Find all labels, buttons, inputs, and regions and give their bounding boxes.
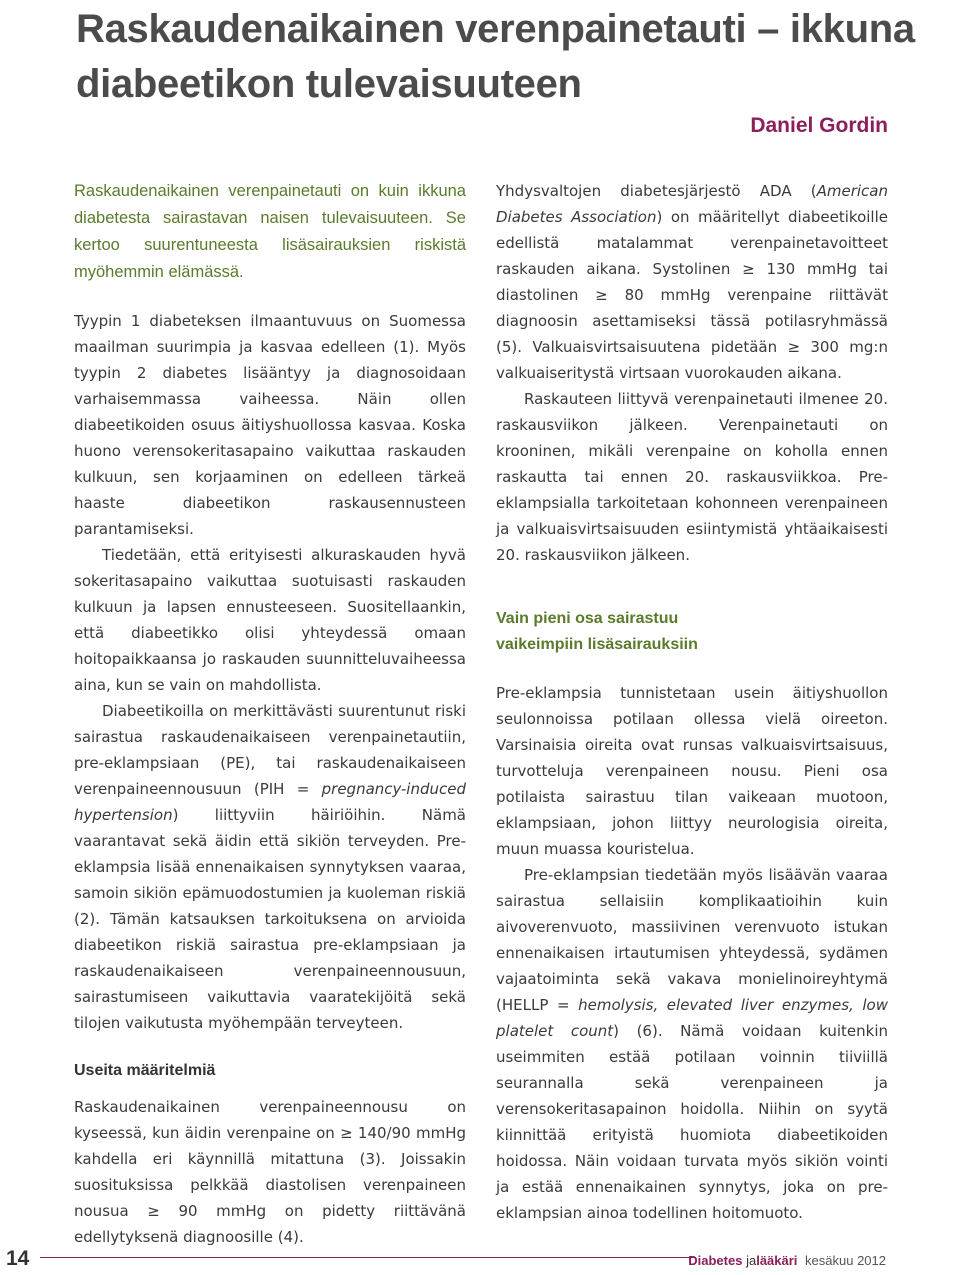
emphasis: hemolysis, elevated liver enzymes, low platelet count: [496, 996, 888, 1040]
left-column: [74, 178, 466, 1250]
section-heading: Useita määritelmiä: [74, 1062, 216, 1079]
paragraph: Tyypin 1 diabeteksen ilmaantuvuus on Suomessa maailman suurimpia ja kasvaa edelleen (1). Myös tyypin 2 diabetes lisääntyy ja diagnosoidaan varhaisemmassa vaiheessa. Näin ollen diabeetikoiden osuus äitiyshuollossa kasvaa. Koska huono verensokeritasapaino vaikuttaa raskauden kulkuun, sen korjaaminen on edelleen tärkeä haaste diabeetikon raskausennusteen parantamiseksi.: [74, 312, 466, 538]
footer-masthead: [688, 1253, 886, 1268]
magazine-name: ja: [746, 1253, 757, 1268]
section-heading: Vain pieni osa sairastuu vaikeimpiin lisäsairauksiin: [496, 610, 698, 653]
page-number: 14: [6, 1247, 30, 1270]
paragraph: Diabeetikoilla on merkittävästi suurentunut riski sairastua raskaudenaikaiseen verenpainetautiin, pre-eklampsiaan (PE), tai raskaudenaikaiseen verenpaineennousuun (PIH = pregnancy-induced hypertension) liittyviin häiriöihin. Nämä vaarantavat sekä äidin että sikiön terveyden. Pre-eklampsia lisää ennenaikaisen synnytyksen vaaraa, samoin sikiön epämuodostumien ja kuoleman riskiä (2). Tämän katsauksen tarkoituksena on arvioida diabeetikon riskiä sairastua pre-eklampsiaan ja raskaudenaikaiseen verenpaineennousuun, sairastumiseen vaikuttavia vaaratekijöitä sekä tilojen vaikutusta myöhempään terveyteen.: [74, 702, 466, 1032]
magazine-name: Diabetes: [688, 1253, 743, 1268]
emphasis: pregnancy-induced hypertension: [74, 780, 466, 824]
paragraph: Raskaudenaikainen verenpaineennousu on kyseessä, kun äidin verenpaine on ≥ 140/90 mmHg kahdella eri käynnillä mitattuna (3). Joissakin suosituksissa pelkkää diastolisen verenpaineen nousua ≥ 90 mmHg on pidetty riittävänä edellytyksenä diagnoosille (4).: [74, 1098, 466, 1246]
paragraph: Pre-eklampsian tiedetään myös lisäävän vaaraa sairastua sellaisiin komplikaatioihin kuin aivoverenvuoto, massiivinen verenvuoto istukan ennenaikaisen irtautumisen yhteydessä, sydämen vajaatoiminta sekä vakava monielinoireyhtymä (HELLP = hemolysis, elevated liver enzymes, low platelet count) (6). Nämä voidaan kuitenkin useimmiten estää potilaan voinnin tiiviillä seurannalla sekä verenpaineen ja verensokeritasapainon hoidolla. Niihin on syytä kiinnittää erityistä huomiota diabeetikoiden hoidossa. Näin voidaan turvata myös sikiön vointi ja estää ennenaikainen synnytys, joka on pre-eklampsian ainoa todellinen hoitomuoto.: [496, 866, 888, 1222]
right-column: [496, 178, 888, 1226]
paragraph: Raskauteen liittyvä verenpainetauti ilmenee 20. raskausviikon jälkeen. Verenpainetauti on krooninen, mikäli verenpaine on koholla ennen raskautta tai ennen 20. raskausviikkoa. Pre-eklampsialla tarkoitetaan kohonneen verenpaineen ja valkuaisvirtsaisuuden esiintymistä yhtäaikaisesti 20. raskausviikon jälkeen.: [496, 390, 888, 564]
magazine-name: lääkäri: [756, 1253, 798, 1268]
issue-date: kesäkuu 2012: [805, 1253, 886, 1268]
paragraph: Tiedetään, että erityisesti alkuraskauden hyvä sokeritasapaino vaikuttaa suotuisasti raskauden kulkuun ja lapsen ennusteeseen. Suositellaankin, että diabeetikko olisi yhteydessä omaan hoitopaikkaansa jo raskauden suunnitteluvaiheessa aina, kun se vain on mahdollista.: [74, 546, 466, 694]
paragraph: Yhdysvaltojen diabetesjärjestö ADA (American Diabetes Association) on määritellyt diabeetikoille edellistä matalammat verenpainetavoitteet raskauden aikana. Systolinen ≥ 130 mmHg tai diastolinen ≥ 80 mmHg verenpaine riittävät diagnoosin asettamiseksi tässä potilasryhmässä (5). Valkuaisvirtsaisuutena pidetään ≥ 300 mg:n valkuaiseritystä virtsaan vuorokauden aikana.: [496, 182, 888, 382]
article-title: Raskaudenaikainen verenpainetauti – ikkuna diabeetikon tulevaisuuteen: [76, 7, 915, 106]
paragraph: Pre-eklampsia tunnistetaan usein äitiyshuollon seulonnoissa potilaan ollessa vielä oireeton. Varsinaisia oireita ovat runsas valkuaisvirtsaisuus, turvotteluja verenpaineen nousu. Pieni osa potilaista sairastuu tilan vaikeaan muotoon, eklampsiaan, johon liittyy neurologisia oireita, muun muassa kouristelua.: [496, 684, 888, 858]
emphasis: American Diabetes Association: [496, 182, 888, 226]
author-name: Daniel Gordin: [750, 114, 888, 137]
footer-rule: [40, 1257, 696, 1258]
article-lead: Raskaudenaikainen verenpainetauti on kuin ikkuna diabetesta sairastavan naisen tulevaisuuteen. Se kertoo suurentuneesta lisäsairauksien riskistä myöhemmin elämässä.: [74, 182, 466, 281]
